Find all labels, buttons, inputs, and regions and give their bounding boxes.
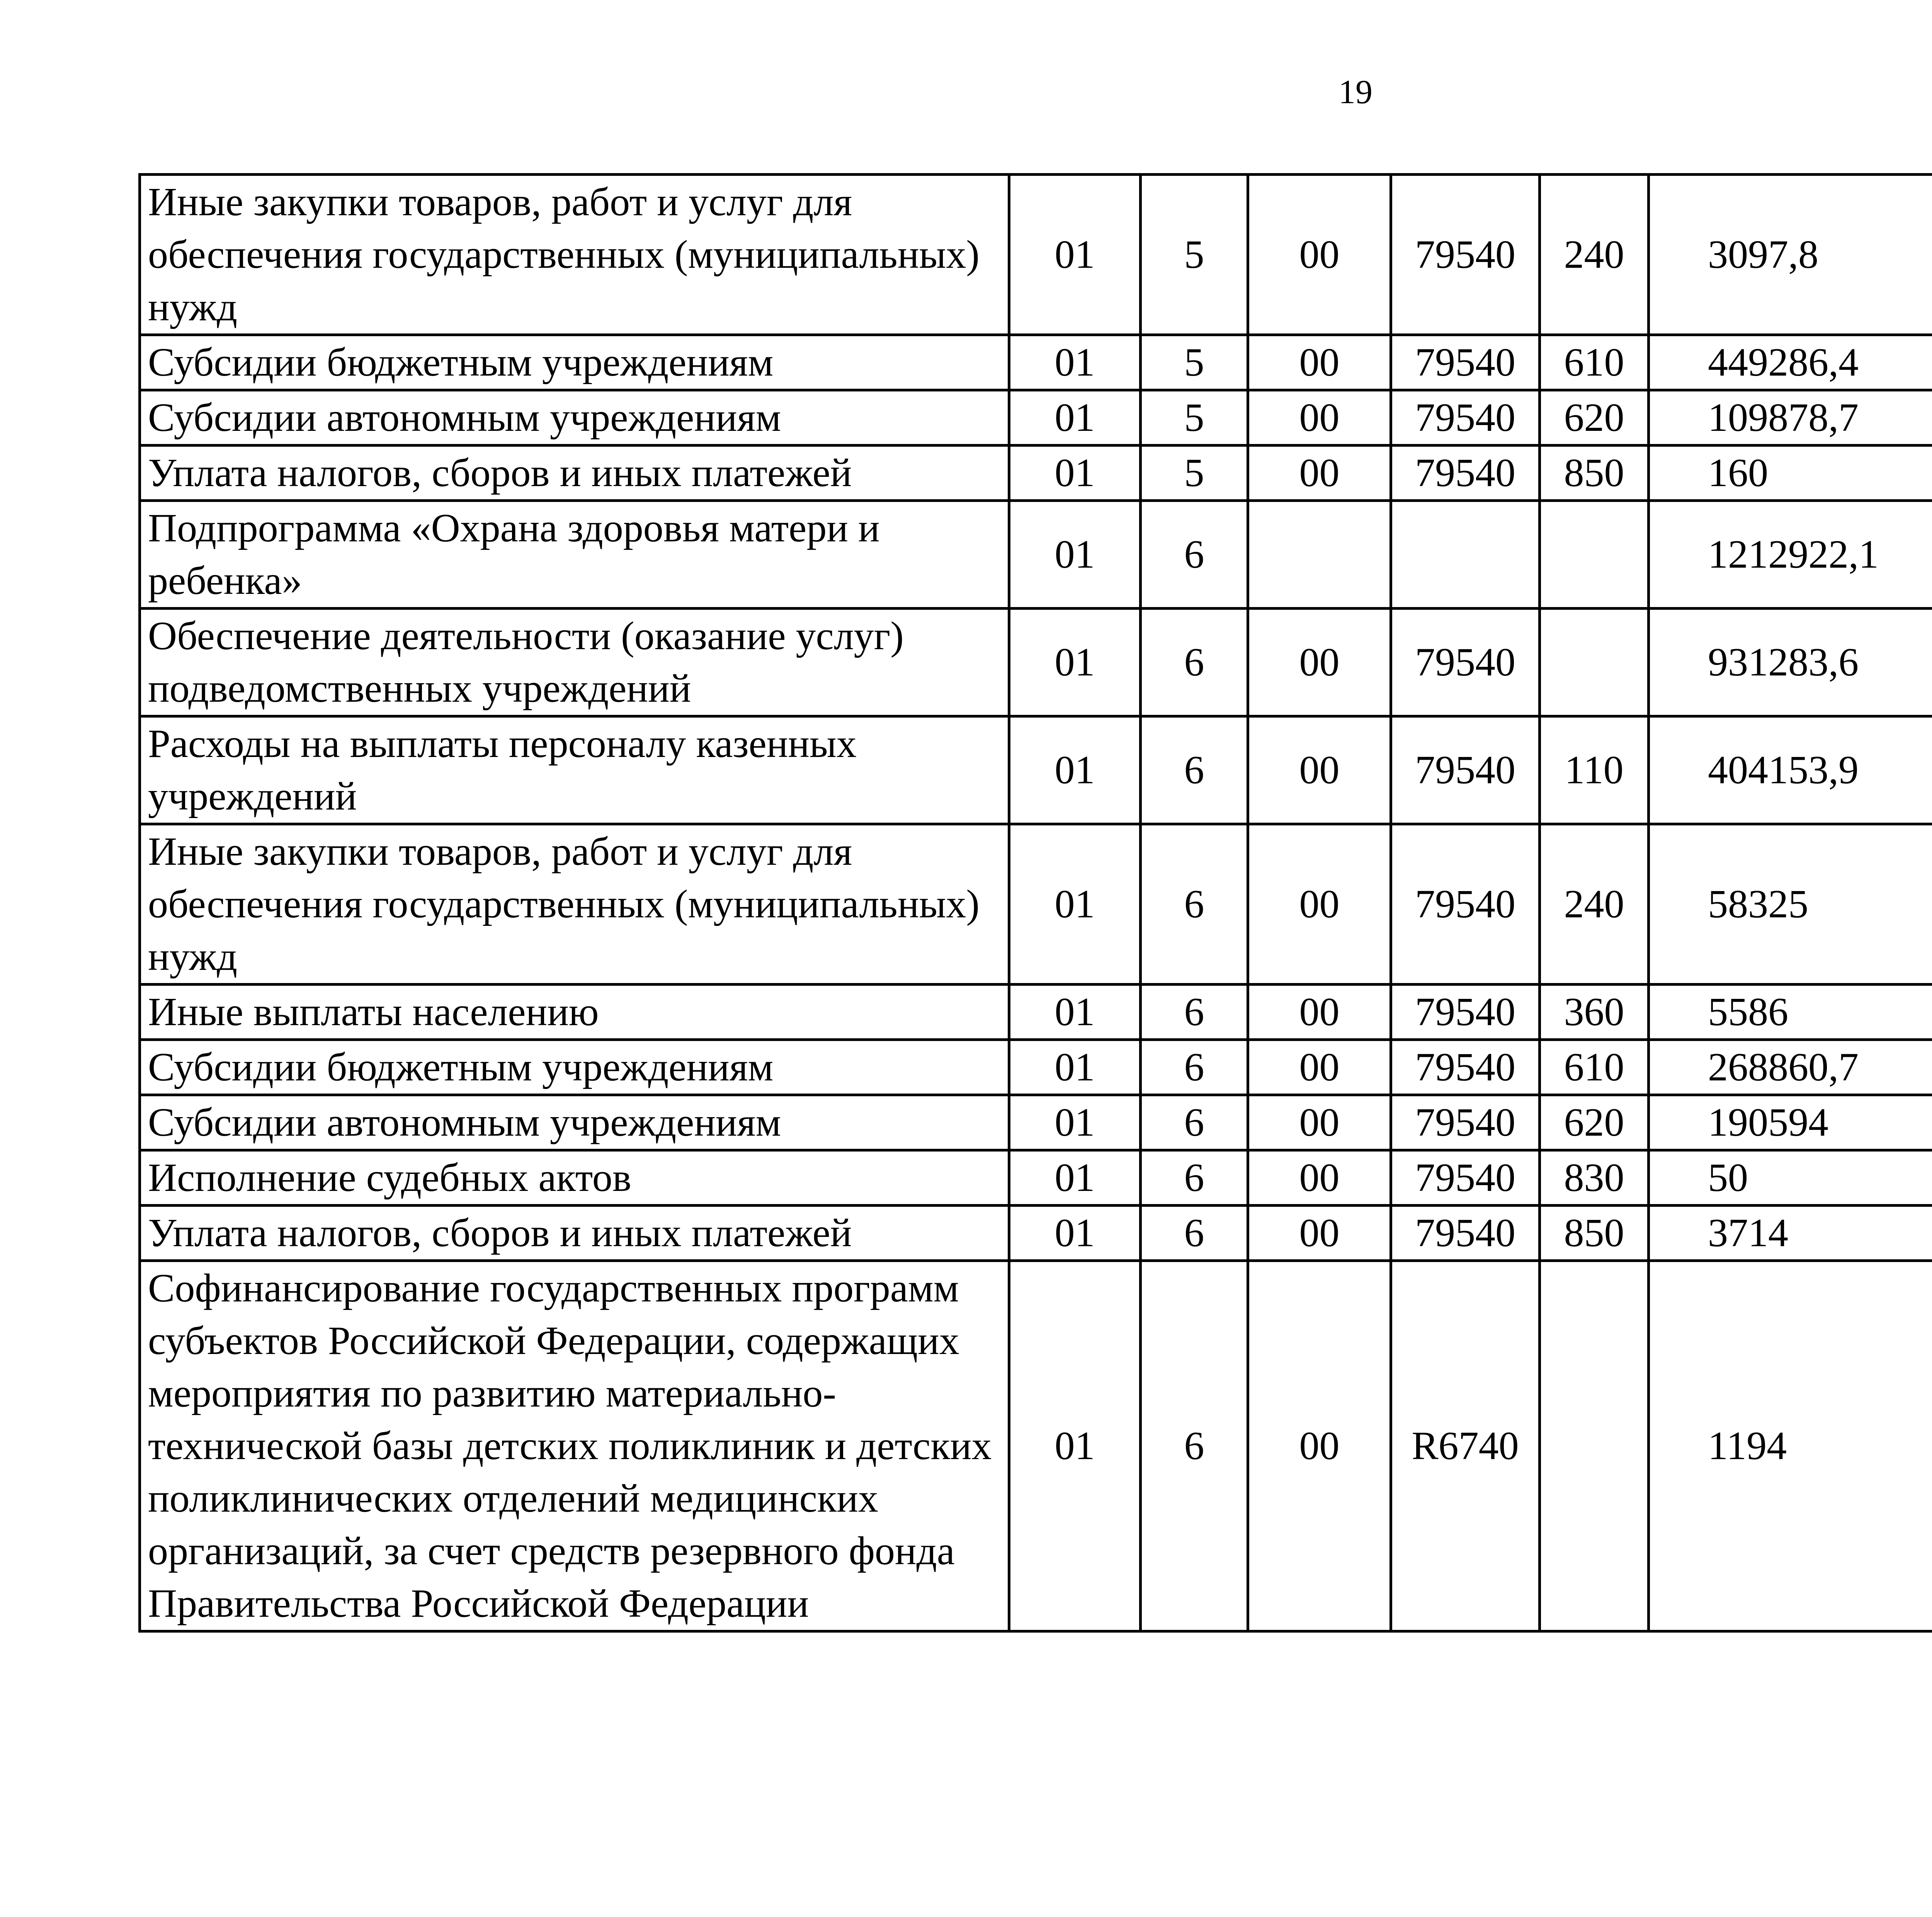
program-code-cell: 01	[1009, 985, 1141, 1040]
amount-year-1-cell: 5586	[1649, 985, 1932, 1040]
program-code-cell: 01	[1009, 1261, 1141, 1631]
budget-table	[138, 173, 1932, 1633]
expense-type-cell: 240	[1540, 824, 1649, 985]
expense-type-cell: 850	[1540, 1206, 1649, 1261]
subprogram-code-cell: 6	[1141, 1206, 1248, 1261]
expense-type-cell: 850	[1540, 446, 1649, 501]
program-code-cell: 01	[1009, 609, 1141, 716]
target-code-cell: 79540	[1391, 175, 1540, 335]
subprogram-code-cell: 6	[1141, 501, 1248, 609]
item-name-cell: Софинансирование государственных программ субъектов Российской Федерации, содержащих мероприятия по развитию материально-технической базы детских поликлиник и детских поликлинических отделений медицинских организаций, за счет средств резервного фонда Правительства Российской Федерации	[140, 1261, 1009, 1631]
subprogram-code-cell: 5	[1141, 175, 1248, 335]
item-name-cell: Субсидии автономным учреждениям	[140, 390, 1009, 446]
table-row	[140, 824, 1932, 985]
direction-code-cell: 00	[1248, 609, 1391, 716]
table-row	[140, 985, 1932, 1040]
item-name-cell: Исполнение судебных актов	[140, 1150, 1009, 1206]
table-row	[140, 609, 1932, 716]
expense-type-cell: 610	[1540, 1040, 1649, 1095]
direction-code-cell: 00	[1248, 1040, 1391, 1095]
subprogram-code-cell: 5	[1141, 335, 1248, 390]
subprogram-code-cell: 6	[1141, 985, 1248, 1040]
target-code-cell: 79540	[1391, 985, 1540, 1040]
target-code-cell: 79540	[1391, 446, 1540, 501]
table-row	[140, 446, 1932, 501]
table-row	[140, 501, 1932, 609]
subprogram-code-cell: 6	[1141, 1261, 1248, 1631]
table-row	[140, 1206, 1932, 1261]
target-code-cell	[1391, 501, 1540, 609]
table-row	[140, 175, 1932, 335]
target-code-cell: 79540	[1391, 390, 1540, 446]
table-row	[140, 716, 1932, 824]
program-code-cell: 01	[1009, 501, 1141, 609]
item-name-cell: Субсидии бюджетным учреждениям	[140, 335, 1009, 390]
expense-type-cell: 360	[1540, 985, 1649, 1040]
direction-code-cell: 00	[1248, 824, 1391, 985]
expense-type-cell: 830	[1540, 1150, 1649, 1206]
target-code-cell: 79540	[1391, 824, 1540, 985]
item-name-cell: Обеспечение деятельности (оказание услуг) подведомственных учреждений	[140, 609, 1009, 716]
program-code-cell: 01	[1009, 335, 1141, 390]
subprogram-code-cell: 6	[1141, 1040, 1248, 1095]
amount-year-1-cell: 449286,4	[1649, 335, 1932, 390]
expense-type-cell: 620	[1540, 390, 1649, 446]
page-number: 19	[1338, 73, 1372, 111]
subprogram-code-cell: 6	[1141, 609, 1248, 716]
direction-code-cell: 00	[1248, 1261, 1391, 1631]
program-code-cell: 01	[1009, 1150, 1141, 1206]
program-code-cell: 01	[1009, 1040, 1141, 1095]
amount-year-1-cell: 109878,7	[1649, 390, 1932, 446]
expense-type-cell: 620	[1540, 1095, 1649, 1150]
amount-year-1-cell: 58325	[1649, 824, 1932, 985]
subprogram-code-cell: 6	[1141, 716, 1248, 824]
table-row	[140, 1040, 1932, 1095]
program-code-cell: 01	[1009, 390, 1141, 446]
target-code-cell: 79540	[1391, 1040, 1540, 1095]
item-name-cell: Иные закупки товаров, работ и услуг для обеспечения государственных (муниципальных) нужд	[140, 824, 1009, 985]
subprogram-code-cell: 6	[1141, 1150, 1248, 1206]
expense-type-cell	[1540, 1261, 1649, 1631]
subprogram-code-cell: 5	[1141, 446, 1248, 501]
amount-year-1-cell: 3097,8	[1649, 175, 1932, 335]
table-row	[140, 1150, 1932, 1206]
direction-code-cell: 00	[1248, 1095, 1391, 1150]
amount-year-1-cell: 1194	[1649, 1261, 1932, 1631]
expense-type-cell: 240	[1540, 175, 1649, 335]
target-code-cell: 79540	[1391, 716, 1540, 824]
item-name-cell: Субсидии бюджетным учреждениям	[140, 1040, 1009, 1095]
amount-year-1-cell: 190594	[1649, 1095, 1932, 1150]
direction-code-cell: 00	[1248, 985, 1391, 1040]
subprogram-code-cell: 6	[1141, 1095, 1248, 1150]
item-name-cell: Иные выплаты населению	[140, 985, 1009, 1040]
item-name-cell: Уплата налогов, сборов и иных платежей	[140, 1206, 1009, 1261]
target-code-cell: 79540	[1391, 1095, 1540, 1150]
amount-year-1-cell: 1212922,1	[1649, 501, 1932, 609]
item-name-cell: Иные закупки товаров, работ и услуг для обеспечения государственных (муниципальных) нужд	[140, 175, 1009, 335]
amount-year-1-cell: 50	[1649, 1150, 1932, 1206]
target-code-cell: 79540	[1391, 1206, 1540, 1261]
direction-code-cell: 00	[1248, 446, 1391, 501]
target-code-cell: 79540	[1391, 335, 1540, 390]
item-name-cell: Расходы на выплаты персоналу казенных учреждений	[140, 716, 1009, 824]
subprogram-code-cell: 6	[1141, 824, 1248, 985]
direction-code-cell: 00	[1248, 1206, 1391, 1261]
direction-code-cell: 00	[1248, 716, 1391, 824]
item-name-cell: Уплата налогов, сборов и иных платежей	[140, 446, 1009, 501]
table-row	[140, 390, 1932, 446]
direction-code-cell: 00	[1248, 335, 1391, 390]
program-code-cell: 01	[1009, 1095, 1141, 1150]
item-name-cell: Подпрограмма «Охрана здоровья матери и ребенка»	[140, 501, 1009, 609]
amount-year-1-cell: 160	[1649, 446, 1932, 501]
item-name-cell: Субсидии автономным учреждениям	[140, 1095, 1009, 1150]
target-code-cell: R6740	[1391, 1261, 1540, 1631]
program-code-cell: 01	[1009, 824, 1141, 985]
program-code-cell: 01	[1009, 1206, 1141, 1261]
expense-type-cell	[1540, 609, 1649, 716]
expense-type-cell: 610	[1540, 335, 1649, 390]
amount-year-1-cell: 3714	[1649, 1206, 1932, 1261]
expense-type-cell	[1540, 501, 1649, 609]
subprogram-code-cell: 5	[1141, 390, 1248, 446]
program-code-cell: 01	[1009, 446, 1141, 501]
table-row	[140, 335, 1932, 390]
direction-code-cell: 00	[1248, 390, 1391, 446]
amount-year-1-cell: 404153,9	[1649, 716, 1932, 824]
direction-code-cell: 00	[1248, 1150, 1391, 1206]
table-row	[140, 1261, 1932, 1631]
target-code-cell: 79540	[1391, 1150, 1540, 1206]
amount-year-1-cell: 268860,7	[1649, 1040, 1932, 1095]
expense-type-cell: 110	[1540, 716, 1649, 824]
amount-year-1-cell: 931283,6	[1649, 609, 1932, 716]
target-code-cell: 79540	[1391, 609, 1540, 716]
direction-code-cell	[1248, 501, 1391, 609]
budget-table-body	[140, 175, 1932, 1631]
program-code-cell: 01	[1009, 716, 1141, 824]
table-row	[140, 1095, 1932, 1150]
direction-code-cell: 00	[1248, 175, 1391, 335]
program-code-cell: 01	[1009, 175, 1141, 335]
